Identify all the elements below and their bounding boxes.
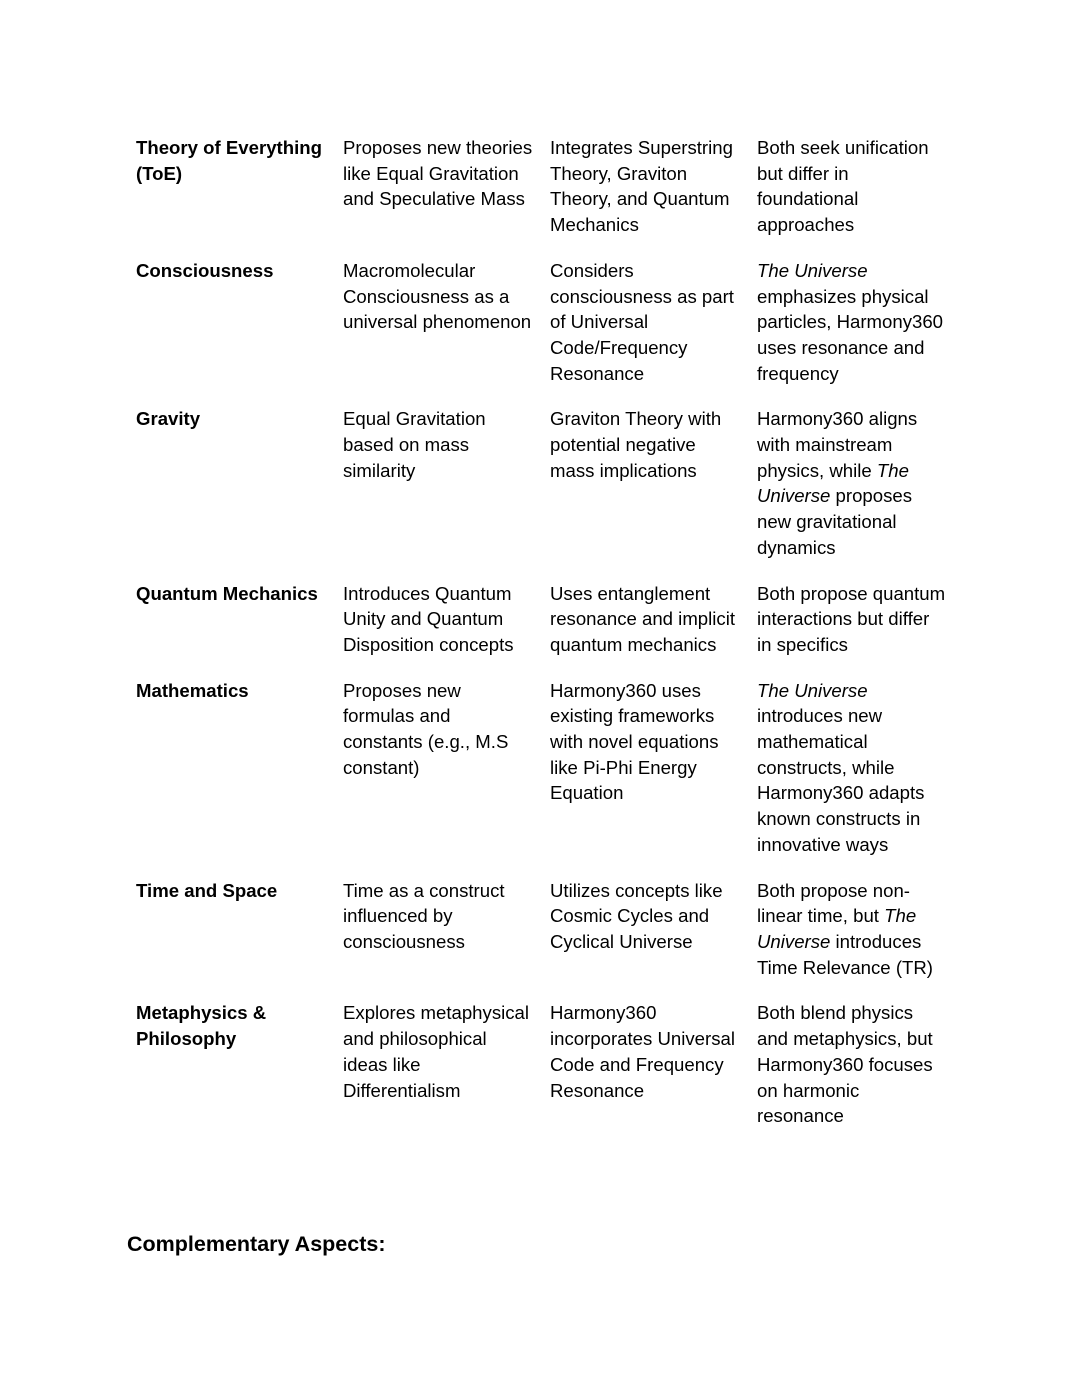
aspect-cell: Quantum Mechanics	[136, 582, 318, 604]
aspect-cell: Consciousness	[136, 259, 274, 281]
table-row	[128, 133, 956, 256]
table-row	[128, 404, 956, 578]
italic-title: The Universe	[757, 905, 917, 952]
harmony-cell: Harmony360 uses existing frameworks with novel equations like Pi-Phi Energy Equation	[550, 679, 719, 804]
table-row	[128, 998, 956, 1147]
table-row	[128, 256, 956, 405]
aspect-cell: Mathematics	[136, 679, 249, 701]
aspect-cell: Time and Space	[136, 879, 278, 901]
comparison-text: emphasizes physical particles, Harmony360 uses resonance and frequency	[757, 285, 944, 384]
comparison-cell	[749, 676, 956, 876]
section-heading: Complementary Aspects:	[127, 1232, 386, 1256]
table-row	[128, 676, 956, 876]
comparison-cell	[749, 876, 956, 999]
comparison-text: proposes new gravitational dynamics	[757, 485, 913, 558]
italic-title: The Universe	[757, 259, 868, 281]
comparison-cell	[749, 579, 956, 676]
comparison-text: Both propose quantum interactions but differ in specifics	[757, 582, 946, 655]
comparison-cell	[749, 133, 956, 256]
comparison-table	[128, 133, 956, 1147]
comparison-text: Both propose non-linear time, but	[757, 879, 910, 927]
harmony-cell: Integrates Superstring Theory, Graviton Theory, and Quantum Mechanics	[550, 137, 733, 236]
universe-cell: Proposes new theories like Equal Gravitation and Speculative Mass	[343, 137, 533, 210]
comparison-text: introduces new mathematical constructs, while Harmony360 adapts known constructs in innovative ways	[757, 705, 925, 855]
harmony-cell: Uses entanglement resonance and implicit quantum mechanics	[550, 582, 736, 655]
comparison-text: Both seek unification but differ in foundational approaches	[757, 137, 929, 236]
comparison-text: introduces Time Relevance (TR)	[757, 930, 933, 978]
harmony-cell: Considers consciousness as part of Universal Code/Frequency Resonance	[550, 259, 734, 384]
comparison-cell	[749, 404, 956, 578]
comparison-text: Both blend physics and metaphysics, but Harmony360 focuses on harmonic resonance	[757, 1002, 933, 1127]
universe-cell: Introduces Quantum Unity and Quantum Disposition concepts	[343, 582, 514, 655]
table-row	[128, 876, 956, 999]
italic-title: The Universe	[757, 679, 868, 701]
universe-cell: Equal Gravitation based on mass similarity	[343, 408, 486, 481]
universe-cell: Proposes new formulas and constants (e.g., M.S constant)	[343, 679, 509, 778]
universe-cell: Macromolecular Consciousness as a universal phenomenon	[343, 259, 532, 333]
aspect-cell: Metaphysics & Philosophy	[136, 1002, 267, 1050]
table-row	[128, 579, 956, 676]
harmony-cell: Graviton Theory with potential negative mass implications	[550, 408, 722, 481]
aspect-cell: Theory of Everything (ToE)	[136, 137, 322, 184]
comparison-text: Harmony360 aligns with mainstream physics, while	[757, 408, 918, 481]
harmony-cell: Utilizes concepts like Cosmic Cycles and Cyclical Universe	[550, 879, 723, 952]
comparison-cell	[749, 998, 956, 1147]
universe-cell: Time as a construct influenced by consciousness	[343, 879, 505, 952]
universe-cell: Explores metaphysical and philosophical ideas like Differentialism	[343, 1002, 530, 1101]
italic-title: The Universe	[757, 459, 909, 507]
harmony-cell: Harmony360 incorporates Universal Code and Frequency Resonance	[550, 1002, 735, 1101]
comparison-cell	[749, 256, 956, 405]
aspect-cell: Gravity	[136, 408, 201, 430]
